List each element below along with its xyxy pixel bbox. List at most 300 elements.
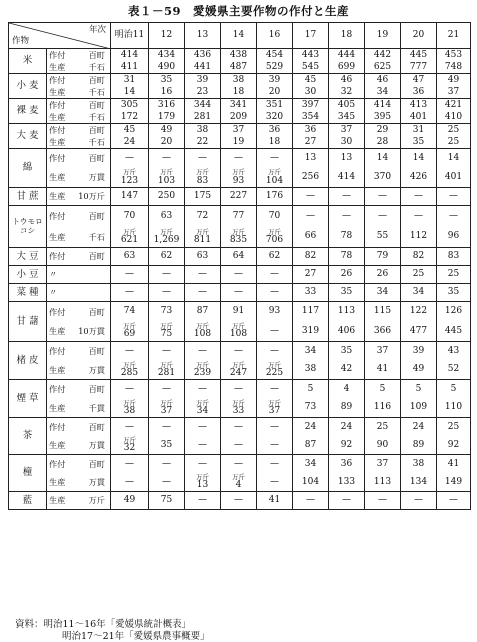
value: 92 — [340, 439, 353, 450]
crop-name: 甘 藷 — [9, 302, 47, 342]
value: 30 — [304, 86, 317, 97]
unit-note: 万斤 — [196, 227, 209, 236]
value: 38 — [412, 458, 425, 469]
value-cell — [185, 342, 221, 361]
value: 116 — [373, 402, 392, 413]
value: 545 — [301, 61, 320, 72]
value: 78 — [340, 231, 353, 242]
value: 47 — [412, 74, 425, 85]
value-cell — [257, 399, 293, 418]
value: 421 — [444, 99, 463, 110]
value: 401 — [444, 172, 463, 182]
value-cell — [365, 99, 401, 112]
value-cell — [365, 436, 401, 455]
value-cell — [149, 399, 185, 418]
value-cell — [329, 473, 365, 492]
value: 699 — [337, 61, 356, 72]
value: 366 — [373, 325, 392, 336]
value-cell — [111, 149, 149, 169]
value: 34 — [412, 287, 425, 297]
value: 22 — [196, 136, 209, 147]
value-cell — [221, 473, 257, 492]
value-cell — [329, 418, 365, 437]
value-cell — [293, 74, 329, 87]
value: 89 — [340, 402, 353, 413]
value-cell — [185, 284, 221, 302]
value: — — [270, 439, 279, 450]
value: 31 — [412, 124, 425, 135]
value: 24 — [340, 421, 353, 432]
measure-unit: 千石 — [88, 61, 105, 72]
value: 41 — [376, 364, 389, 375]
value-cell — [257, 473, 293, 492]
value-cell — [185, 61, 221, 74]
value-cell — [221, 248, 257, 266]
unit-note: 万斤 — [123, 360, 136, 369]
value-cell — [437, 361, 471, 380]
measure-label — [47, 49, 111, 62]
value-cell — [257, 206, 293, 227]
value: 281 — [193, 111, 212, 122]
value: 414 — [373, 99, 392, 110]
value: — — [414, 495, 423, 505]
table-row — [9, 399, 471, 418]
value: 117 — [301, 306, 320, 317]
measure-unit: 百町 — [88, 306, 105, 317]
value-cell — [401, 99, 437, 112]
value: 434 — [157, 49, 176, 60]
value: — — [270, 458, 279, 469]
value-cell — [221, 227, 257, 248]
value-cell — [149, 322, 185, 342]
measure-kind: 作付 — [49, 153, 66, 164]
value: 41 — [268, 495, 281, 505]
value-cell — [329, 361, 365, 380]
value-cell — [257, 49, 293, 62]
value: 27 — [304, 136, 317, 147]
value-cell — [149, 492, 185, 510]
value-cell — [185, 124, 221, 137]
value-cell — [257, 61, 293, 74]
value-cell — [257, 248, 293, 266]
value: — — [162, 269, 171, 279]
corner-year-label: 年次 — [88, 25, 106, 35]
unit-note: 万斤 — [232, 472, 245, 481]
unit-note: 万斤 — [160, 322, 173, 331]
measure-kind: 作付 — [49, 458, 66, 469]
value: — — [234, 269, 243, 279]
measure-kind: 生産 — [49, 476, 66, 487]
measure-kind: 作付 — [49, 306, 66, 317]
value-cell — [111, 342, 149, 361]
measure-kind: 作付 — [49, 421, 66, 432]
measure-kind: 作付 — [49, 74, 66, 85]
value: 18 — [232, 86, 245, 97]
value: 64 — [232, 251, 245, 261]
value-cell — [149, 436, 185, 455]
unit-note: 万斤 — [268, 168, 281, 177]
table-row — [9, 473, 471, 492]
value-cell — [401, 266, 437, 284]
value-cell — [257, 168, 293, 188]
value-cell — [401, 61, 437, 74]
value: 73 — [304, 402, 317, 413]
measure-label — [47, 149, 111, 169]
value: 90 — [376, 439, 389, 450]
value-cell — [365, 86, 401, 99]
measure-unit: 千貫 — [88, 402, 105, 413]
unit-note: 万斤 — [268, 360, 281, 369]
value: 436 — [193, 49, 212, 60]
value-cell — [401, 418, 437, 437]
measure-unit: 百町 — [88, 99, 105, 110]
value: 172 — [120, 111, 139, 122]
measure-kind: 生産 — [49, 61, 66, 72]
value: 410 — [444, 111, 463, 122]
value: 625 — [373, 61, 392, 72]
value: 35 — [160, 439, 173, 450]
measure-label — [47, 99, 111, 112]
measure-label — [47, 61, 111, 74]
value-cell — [365, 74, 401, 87]
value-cell — [401, 168, 437, 188]
value: 401 — [409, 111, 428, 122]
unit-note: 万斤 — [196, 360, 209, 369]
value: 112 — [409, 231, 428, 242]
value: 341 — [229, 99, 248, 110]
value: 110 — [444, 402, 463, 413]
value: 5 — [450, 383, 457, 394]
value: 63 — [196, 251, 209, 261]
year-header: 14 — [221, 23, 257, 49]
value: 69 — [123, 329, 136, 340]
table-row — [9, 124, 471, 137]
value: 305 — [120, 99, 139, 110]
value-cell — [365, 61, 401, 74]
value: 250 — [157, 191, 176, 201]
value-cell — [221, 455, 257, 474]
value-cell — [111, 436, 149, 455]
value: 443 — [301, 49, 320, 60]
unit-note: 万斤 — [160, 227, 173, 236]
value-cell — [257, 74, 293, 87]
value: 93 — [268, 306, 281, 317]
value: 36 — [412, 86, 425, 97]
table-row — [9, 266, 471, 284]
value: 123 — [120, 175, 139, 186]
table-row — [9, 248, 471, 266]
value-cell — [329, 86, 365, 99]
value: 35 — [447, 287, 460, 297]
measure-label — [47, 418, 111, 437]
value-cell — [257, 227, 293, 248]
value-cell — [111, 361, 149, 380]
value-cell — [149, 473, 185, 492]
value-cell — [111, 86, 149, 99]
table-row — [9, 361, 471, 380]
table-row — [9, 61, 471, 74]
year-header: 19 — [365, 23, 401, 49]
value: — — [234, 458, 243, 469]
measure-label — [47, 399, 111, 418]
value: 28 — [376, 136, 389, 147]
value: 777 — [409, 61, 428, 72]
value-cell — [329, 149, 365, 169]
year-header: 17 — [293, 23, 329, 49]
value-cell — [401, 284, 437, 302]
value: — — [306, 210, 315, 221]
year-header: 12 — [149, 23, 185, 49]
value-cell — [111, 99, 149, 112]
value-cell — [293, 227, 329, 248]
measure-unit: 百町 — [88, 49, 105, 60]
value-cell — [185, 492, 221, 510]
value: 20 — [268, 86, 281, 97]
value: 32 — [340, 86, 353, 97]
measure-kind: 〃 — [49, 269, 58, 280]
value: — — [449, 495, 458, 505]
value: 38 — [232, 74, 245, 85]
value-cell — [329, 99, 365, 112]
value: 426 — [409, 172, 428, 182]
value-cell — [221, 124, 257, 137]
value-cell — [329, 492, 365, 510]
table-row — [9, 455, 471, 474]
unit-note: 万斤 — [123, 322, 136, 331]
value: — — [125, 458, 134, 469]
value: — — [162, 287, 171, 297]
value: 34 — [304, 458, 317, 469]
value: 35 — [412, 136, 425, 147]
crop-name: 小 豆 — [9, 266, 47, 284]
value: 30 — [340, 136, 353, 147]
value-cell — [401, 86, 437, 99]
value: 34 — [304, 345, 317, 356]
value-cell — [437, 99, 471, 112]
value-cell — [329, 380, 365, 399]
value-cell — [185, 74, 221, 87]
measure-label — [47, 188, 111, 206]
value-cell — [293, 49, 329, 62]
measure-label — [47, 248, 111, 266]
unit-note: 万斤 — [232, 227, 245, 236]
value-cell — [329, 248, 365, 266]
value: 42 — [340, 364, 353, 375]
year-header: 明治11 — [111, 23, 149, 49]
measure-kind: 生産 — [49, 191, 66, 202]
value: 414 — [337, 172, 356, 182]
value: 487 — [229, 61, 248, 72]
unit-note: 万斤 — [160, 398, 173, 407]
value-cell — [185, 206, 221, 227]
value: 103 — [157, 175, 176, 186]
value-cell — [111, 418, 149, 437]
value: 96 — [447, 231, 460, 242]
value: 25 — [447, 269, 460, 279]
value-cell — [293, 302, 329, 322]
value-cell — [149, 266, 185, 284]
unit-note: 万斤 — [268, 398, 281, 407]
measure-unit: 百町 — [88, 74, 105, 85]
value-cell — [185, 399, 221, 418]
value-cell — [111, 399, 149, 418]
value-cell — [149, 361, 185, 380]
value: 25 — [447, 124, 460, 135]
header-corner — [9, 23, 111, 49]
measure-unit: 万貫 — [88, 439, 105, 450]
value: 225 — [265, 367, 284, 378]
value: 133 — [337, 476, 356, 487]
value-cell — [149, 302, 185, 322]
value-cell — [401, 136, 437, 149]
value: 20 — [160, 136, 173, 147]
value-cell — [365, 248, 401, 266]
value-cell — [257, 86, 293, 99]
value: 835 — [229, 234, 248, 245]
value-cell — [257, 266, 293, 284]
value: — — [198, 287, 207, 297]
value-cell — [401, 380, 437, 399]
value: — — [234, 439, 243, 450]
value-cell — [149, 149, 185, 169]
value: 89 — [412, 439, 425, 450]
value: 490 — [157, 61, 176, 72]
value: 38 — [304, 364, 317, 375]
value-cell — [293, 111, 329, 124]
value-cell — [257, 342, 293, 361]
table-row — [9, 86, 471, 99]
value-cell — [293, 284, 329, 302]
value-cell — [437, 248, 471, 266]
value-cell — [257, 111, 293, 124]
measure-kind: 作付 — [49, 251, 66, 262]
value-cell — [401, 342, 437, 361]
value-cell — [365, 136, 401, 149]
measure-kind: 作付 — [49, 211, 66, 222]
table-row — [9, 99, 471, 112]
value-cell — [293, 248, 329, 266]
value: 52 — [447, 364, 460, 375]
value: 453 — [444, 49, 463, 60]
year-header: 16 — [257, 23, 293, 49]
value: 14 — [412, 153, 425, 163]
measure-kind: 生産 — [49, 402, 66, 413]
value: 13 — [304, 153, 317, 163]
value-cell — [221, 61, 257, 74]
value: 316 — [157, 99, 176, 110]
value-cell — [401, 322, 437, 342]
value: 66 — [304, 231, 317, 242]
value: 39 — [268, 74, 281, 85]
table-row — [9, 111, 471, 124]
value-cell — [149, 86, 185, 99]
value: — — [125, 269, 134, 279]
value-cell — [221, 302, 257, 322]
value: 122 — [409, 306, 428, 317]
value-cell — [257, 380, 293, 399]
value: — — [234, 153, 243, 163]
value: 25 — [447, 421, 460, 432]
value-cell — [365, 322, 401, 342]
value-cell — [149, 188, 185, 206]
value: — — [198, 458, 207, 469]
measure-label — [47, 74, 111, 87]
measure-kind: 生産 — [49, 136, 66, 147]
value-cell — [111, 111, 149, 124]
value-cell — [401, 149, 437, 169]
measure-unit: 百町 — [88, 384, 105, 395]
value-cell — [149, 136, 185, 149]
crop-name: トウモロコシ — [9, 206, 47, 248]
value-cell — [329, 61, 365, 74]
value-cell — [221, 74, 257, 87]
value-cell — [293, 361, 329, 380]
measure-label — [47, 473, 111, 492]
value-cell — [149, 455, 185, 474]
value: 36 — [304, 124, 317, 135]
value: — — [234, 383, 243, 394]
value: 46 — [340, 74, 353, 85]
value-cell — [401, 492, 437, 510]
unit-note: 万斤 — [232, 322, 245, 331]
value-cell — [221, 322, 257, 342]
value: 37 — [376, 458, 389, 469]
value-cell — [149, 342, 185, 361]
table-row — [9, 136, 471, 149]
crop-name: 小 麦 — [9, 74, 47, 99]
value: 25 — [447, 136, 460, 147]
value: — — [378, 210, 387, 221]
value-cell — [293, 149, 329, 169]
value: 37 — [232, 124, 245, 135]
value-cell — [437, 206, 471, 227]
value-cell — [149, 248, 185, 266]
value-cell — [111, 188, 149, 206]
value-cell — [221, 86, 257, 99]
value: 4 — [235, 480, 242, 491]
value-cell — [111, 248, 149, 266]
value-cell — [257, 455, 293, 474]
value: 24 — [412, 421, 425, 432]
crop-name: 裸 麦 — [9, 99, 47, 124]
value: 72 — [196, 210, 209, 221]
value: — — [270, 153, 279, 163]
measure-kind: 作付 — [49, 346, 66, 357]
value: — — [414, 210, 423, 221]
value-cell — [401, 227, 437, 248]
value: 319 — [301, 325, 320, 336]
value-cell — [185, 149, 221, 169]
value-cell — [437, 74, 471, 87]
value-cell — [365, 302, 401, 322]
measure-label — [47, 436, 111, 455]
value-cell — [185, 361, 221, 380]
value: 5 — [307, 383, 314, 394]
measure-label — [47, 206, 111, 227]
value-cell — [111, 322, 149, 342]
value-cell — [329, 168, 365, 188]
crop-production-table — [8, 22, 471, 510]
measure-kind: 生産 — [49, 495, 66, 506]
table-row — [9, 418, 471, 437]
value: 26 — [376, 269, 389, 279]
measure-kind: 生産 — [49, 439, 66, 450]
value: 113 — [373, 476, 392, 487]
value-cell — [401, 206, 437, 227]
table-row — [9, 74, 471, 87]
value: — — [162, 153, 171, 163]
value-cell — [185, 86, 221, 99]
